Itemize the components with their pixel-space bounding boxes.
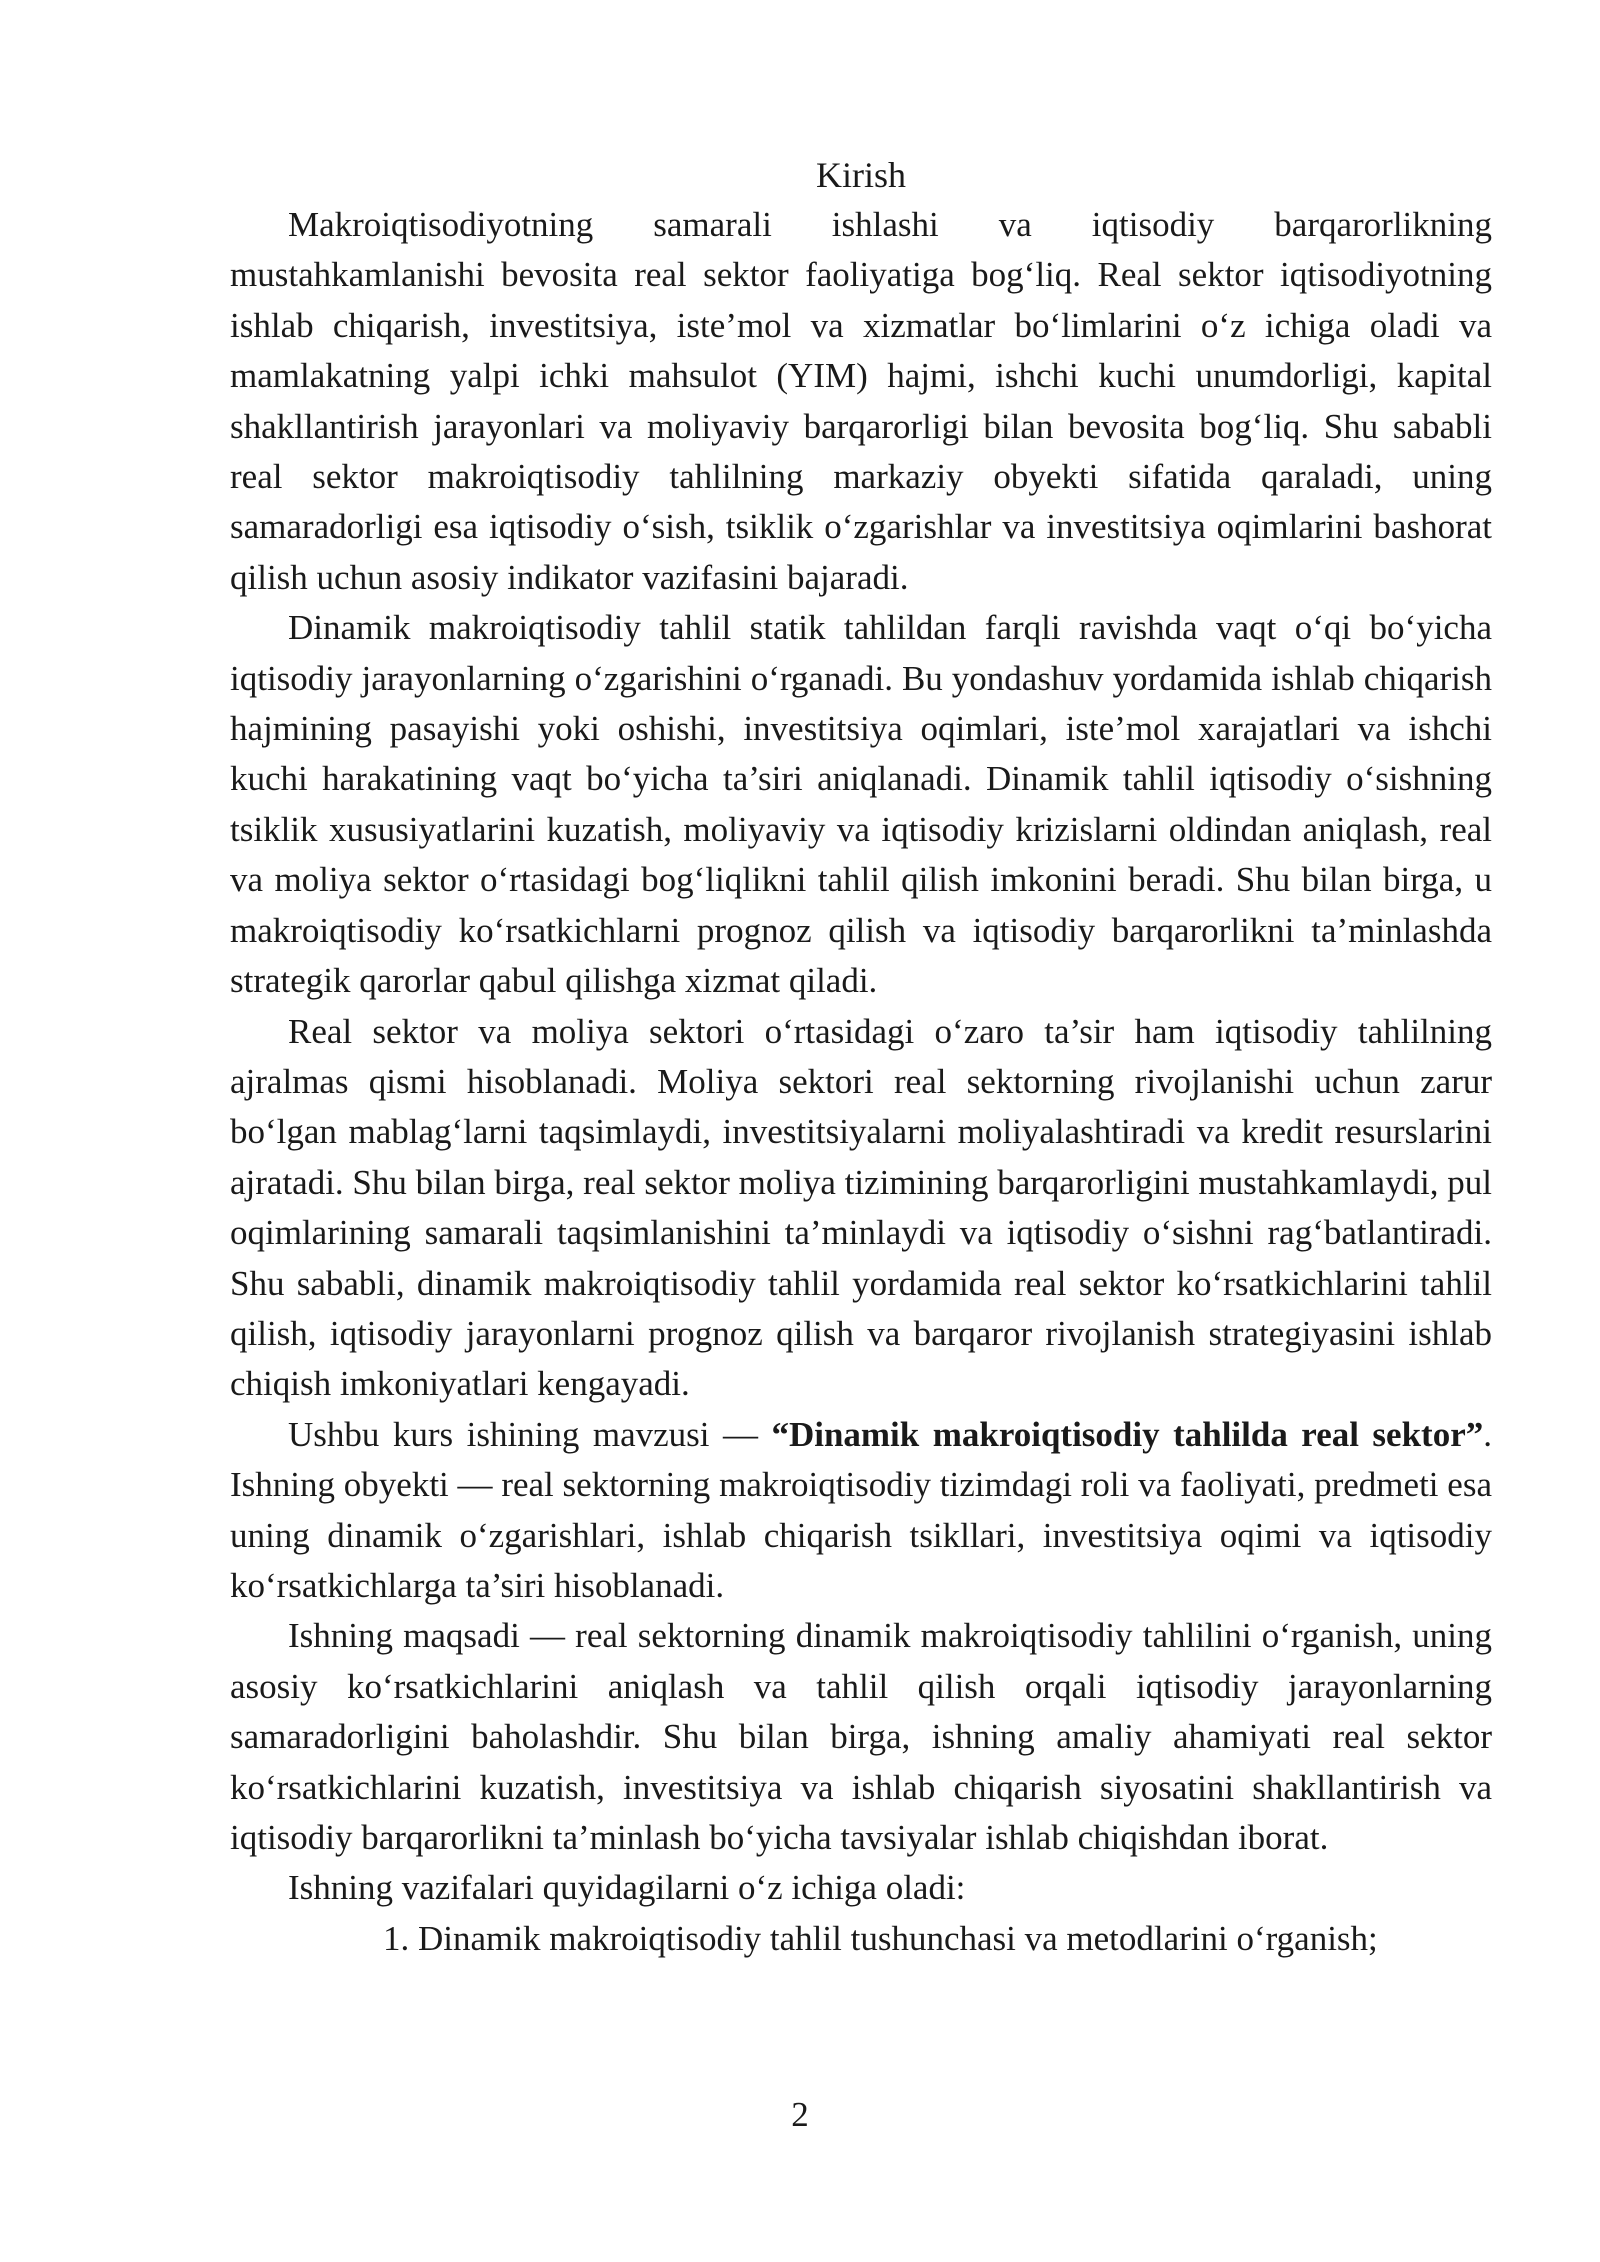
paragraph-dynamic-analysis: Dinamik makroiqtisodiy tahlil statik tahlildan farqli ravishda vaqt o‘qi bo‘yicha iqtisodiy jarayonlarning o‘zgarishini o‘rganadi. Bu yondashuv yordamida ishlab chiqarish hajmining pasayishi yoki oshishi, investitsiya oqimlari, iste’mol xarajatlari va ishchi kuchi harakatining vaqt bo‘yicha ta’siri aniqlanadi. Dinamik tahlil iqtisodiy o‘sishning tsiklik xususiyatlarini kuzatish, moliyaviy va iqtisodiy krizislarni oldindan aniqlash, real va moliya sektor o‘rtasidagi bog‘liqlikni tahlil qilish imkonini beradi. Shu bilan birga, u makroiqtisodiy ko‘rsatkichlarni prognoz qilish va iqtisodiy barqarorlikni ta’minlashda strategik qarorlar qabul qilishga xizmat qiladi.: [230, 608, 1492, 1001]
paragraph-sector-interaction: Real sektor va moliya sektori o‘rtasidagi o‘zaro ta’sir ham iqtisodiy tahlilning ajralmas qismi hisoblanadi. Moliya sektori real sektorning rivojlanishi uchun zarur bo‘lgan mablag‘larni taqsimlaydi, investitsiyalarni moliyalashtiradi va kredit resurslarini ajratadi. Shu bilan birga, real sektor moliya tizimining barqarorligini mustahkamlaydi, pul oqimlarining samarali taqsimlanishini ta’minlaydi va iqtisodiy o‘sishni rag‘batlantiradi. Shu sababli, dinamik makroiqtisodiy tahlil yordamida real sektor ko‘rsatkichlarini tahlil qilish, iqtisodiy jarayonlarni prognoz qilish va barqaror rivojlanish strategiyasini ishlab chiqish imkoniyatlari kengayadi.: [230, 1011, 1492, 1404]
paragraph-intro: Makroiqtisodiyotning samarali ishlashi va iqtisodiy barqarorlikning mustahkamlanishi bevosita real sektor faoliyatiga bog‘liq. Real sektor iqtisodiyotning ishlab chiqarish, investitsiya, iste’mol va xizmatlar bo‘limlarini o‘z ichiga oladi va mamlakatning yalpi ichki mahsulot (YIM) hajmi, ishchi kuchi unumdorligi, kapital shakllantirish jarayonlari va moliyaviy barqarorligi bilan bevosita bog‘liq. Shu sababli real sektor makroiqtisodiy tahlilning markaziy obyekti sifatida qaraladi, uning samaradorligi esa iqtisodiy o‘sish, tsiklik o‘zgarishlar va investitsiya oqimlarini bashorat qilish uchun asosiy indikator vazifasini bajaradi.: [230, 205, 1492, 597]
paragraph-tasks-intro: Ishning vazifalari quyidagilarni o‘z ichiga oladi:: [288, 1868, 966, 1908]
document-page: [230, 150, 1492, 1964]
list-item: 1. Dinamik makroiqtisodiy tahlil tushunchasi va metodlarini o‘rganish;: [383, 1918, 1378, 1958]
paragraph-topic: [230, 1410, 1492, 1612]
topic-title-bold: “Dinamik makroiqtisodiy tahlilda real sektor”: [771, 1414, 1484, 1454]
topic-text-before: Ushbu kurs ishining mavzusi —: [288, 1414, 772, 1454]
section-title: Kirish: [816, 155, 906, 195]
tasks-list: [230, 1914, 1492, 1964]
topic-text-after: . Ishning obyekti — real sektorning makroiqtisodiy tizimdagi roli va faoliyati, predmeti esa uning dinamik o‘zgarishlari, ishlab chiqarish tsikllari, investitsiya oqimi va iqtisodiy ko‘rsatkichlarga ta’siri hisoblanadi.: [230, 1414, 1492, 1605]
page-number: 2: [791, 2095, 809, 2134]
paragraph-goal: Ishning maqsadi — real sektorning dinamik makroiqtisodiy tahlilini o‘rganish, uning asosiy ko‘rsatkichlarini aniqlash va tahlil qilish orqali iqtisodiy jarayonlarning samaradorligini baholashdir. Shu bilan birga, ishning amaliy ahamiyati real sektor ko‘rsatkichlarini kuzatish, investitsiya va ishlab chiqarish siyosatini shakllantirish va iqtisodiy barqarorlikni ta’minlash bo‘yicha tavsiyalar ishlab chiqishdan iborat.: [230, 1616, 1492, 1857]
